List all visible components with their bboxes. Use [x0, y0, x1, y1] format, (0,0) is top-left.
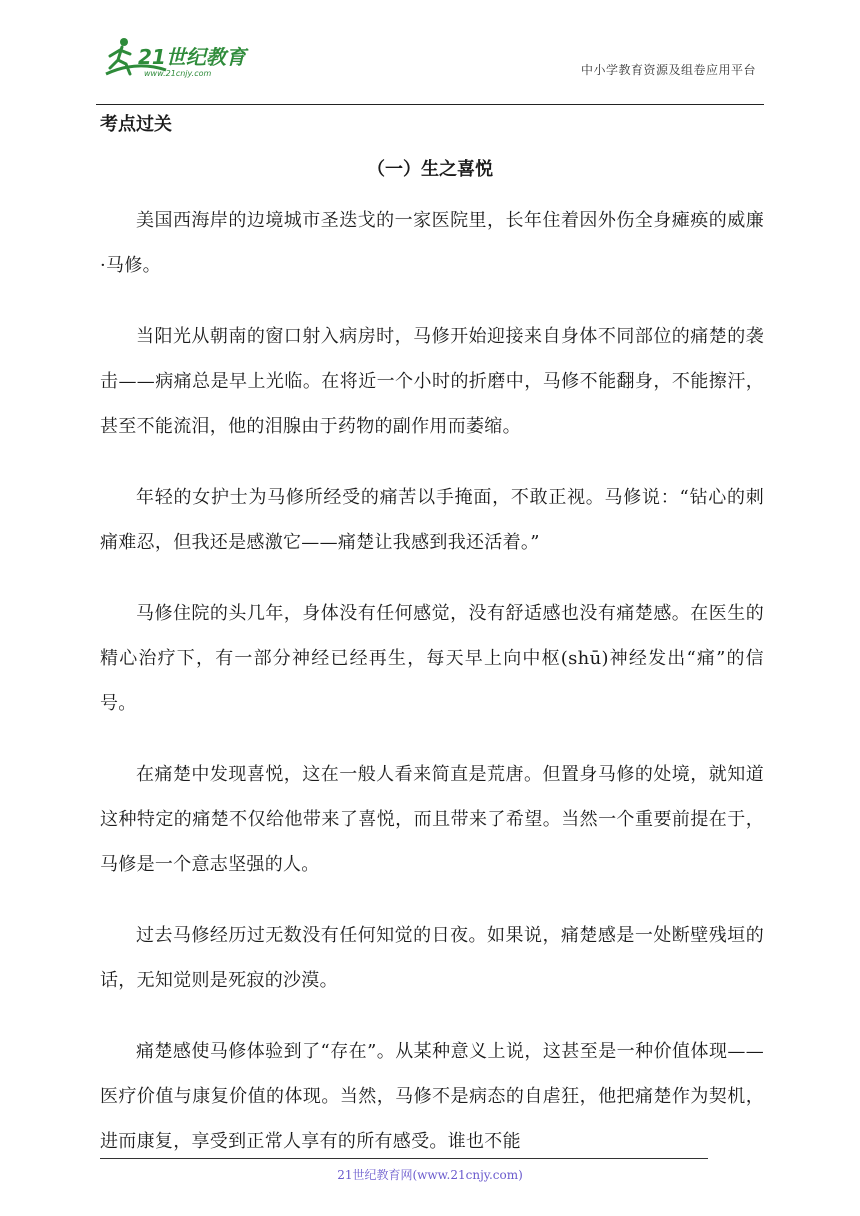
header-divider	[96, 104, 764, 105]
passage-body	[100, 198, 764, 1190]
svg-text:21世纪教育: 21世纪教育	[138, 45, 246, 69]
paragraph: 痛楚感使马修体验到了“存在”。从某种意义上说，这甚至是一种价值体现——医疗价值与康复价值的体现。当然，马修不是病态的自虐狂，他把痛楚作为契机，进而康复，享受到正常人享有的所有感受。谁也不能	[100, 1041, 764, 1152]
page-header	[96, 28, 764, 80]
paragraph: 过去马修经历过无数没有任何知觉的日夜。如果说，痛楚感是一处断壁残垣的话，无知觉则是死寂的沙漠。	[100, 925, 764, 991]
paragraph: 美国西海岸的边境城市圣迭戈的一家医院里，长年住着因外伤全身瘫痪的威廉·马修。	[100, 210, 764, 276]
passage-title: （一）生之喜悦	[367, 159, 493, 180]
header-platform-text: 中小学教育资源及组卷应用平台	[580, 63, 756, 77]
footer-source: 21世纪教育网(www.21cnjy.com)	[337, 1168, 523, 1182]
paragraph: 马修住院的头几年，身体没有任何感觉，没有舒适感也没有痛楚感。在医生的精心治疗下，有一部分神经已经再生，每天早上向中枢(shū)神经发出“痛”的信号。	[100, 603, 764, 714]
paragraph: 当阳光从朝南的窗口射入病房时，马修开始迎接来自身体不同部位的痛楚的袭击——病痛总是早上光临。在将近一个小时的折磨中，马修不能翻身，不能擦汗，甚至不能流泪，他的泪腺由于药物的副作用而萎缩。	[100, 326, 764, 437]
footer-divider	[100, 1158, 708, 1159]
paragraph: 在痛楚中发现喜悦，这在一般人看来简直是荒唐。但置身马修的处境，就知道这种特定的痛楚不仅给他带来了喜悦，而且带来了希望。当然一个重要前提在于，马修是一个意志坚强的人。	[100, 764, 764, 875]
section-title: 考点过关	[100, 114, 172, 135]
logo-21cnjy	[96, 34, 266, 80]
svg-text:www.21cnjy.com: www.21cnjy.com	[144, 69, 212, 78]
paragraph: 年轻的女护士为马修所经受的痛苦以手掩面，不敢正视。马修说：“钻心的刺痛难忍，但我还是感激它——痛楚让我感到我还活着。”	[100, 487, 764, 553]
